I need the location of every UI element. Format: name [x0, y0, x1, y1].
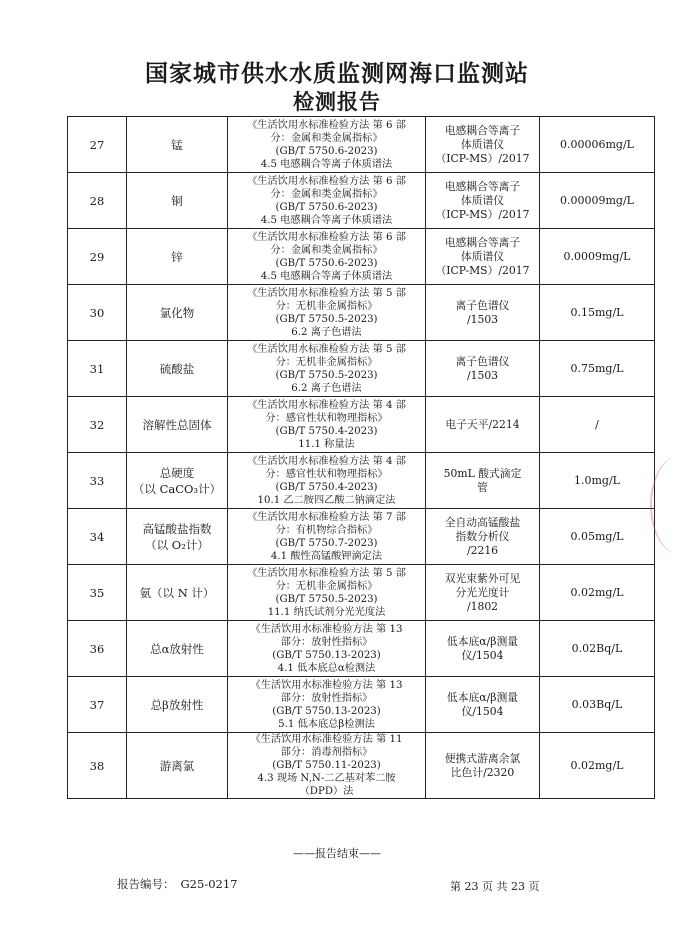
- result-value-cell: [540, 677, 655, 733]
- test-method: (GB/T 5750.4-2023): [275, 481, 378, 493]
- instrument: 低本底α/β测量: [446, 690, 519, 704]
- report-title: 检测报告: [293, 90, 381, 114]
- row-number: 35: [89, 585, 105, 600]
- instrument: 体质谱仪: [460, 249, 505, 263]
- test-item-cell: [127, 453, 228, 509]
- test-item-cell: [127, 621, 228, 677]
- result-value-cell: [540, 285, 655, 341]
- row-number: 34: [89, 529, 105, 544]
- test-item: 总硬度: [159, 465, 195, 480]
- test-method: 部分：消毒剂指标》: [280, 747, 373, 758]
- instrument: 便携式游离余氯: [444, 751, 521, 765]
- result-value: 0.02Bq/L: [571, 642, 623, 655]
- row-number: 33: [89, 473, 105, 488]
- test-method: 《生活饮用水标准检验方法 第 7 部: [247, 511, 406, 523]
- row-number-cell: [68, 565, 127, 621]
- test-item: 硫酸盐: [159, 361, 195, 376]
- test-method-cell: [228, 173, 426, 229]
- table-row: [68, 621, 655, 677]
- test-method: 《生活饮用水标准检验方法 第 5 部: [247, 287, 406, 299]
- test-method-cell: [228, 117, 426, 173]
- test-method: 《生活饮用水标准检验方法 第 4 部: [247, 399, 406, 411]
- test-method: 《生活饮用水标准检验方法 第 13: [250, 679, 403, 691]
- test-item: 锌: [171, 249, 183, 264]
- test-method: (GB/T 5750.5-2023): [275, 313, 378, 325]
- result-value-cell: [540, 117, 655, 173]
- instrument: /1503: [466, 368, 499, 382]
- test-method: 部分：放射性指标》: [280, 636, 373, 648]
- instrument: 电感耦合等离子: [444, 235, 521, 249]
- test-method: 11.1 纳氏试剂分光光度法: [267, 606, 386, 618]
- result-value: 0.15mg/L: [570, 306, 624, 319]
- instrument: 双光束紫外可见: [444, 571, 521, 585]
- test-method: 《生活饮用水标准检验方法 第 6 部: [247, 231, 406, 243]
- test-item-cell: [127, 509, 228, 565]
- table-row: [68, 453, 655, 509]
- row-number: 27: [89, 137, 105, 152]
- test-method-cell: [228, 453, 426, 509]
- test-item: 铜: [171, 193, 183, 208]
- test-method: (GB/T 5750.6-2023): [275, 257, 378, 269]
- table-row: [68, 565, 655, 621]
- instrument-cell: [426, 733, 540, 799]
- test-method: 5.1 低本底总β检测法: [278, 718, 375, 730]
- row-number: 37: [89, 697, 105, 712]
- instrument: 体质谱仪: [460, 137, 505, 151]
- row-number-cell: [68, 117, 127, 173]
- table-row: [68, 397, 655, 453]
- test-method: 11.1 称量法: [298, 438, 355, 450]
- test-method: 6.2 离子色谱法: [291, 382, 362, 394]
- test-method: 4.3 现场 N,N-二乙基对苯二胺: [257, 773, 396, 784]
- instrument-cell: [426, 117, 540, 173]
- row-number-cell: [68, 285, 127, 341]
- result-value: 0.0009mg/L: [563, 250, 631, 263]
- row-number: 31: [89, 361, 105, 376]
- test-method: 分：无机非金属指标》: [275, 580, 378, 592]
- instrument: 管: [477, 480, 488, 494]
- result-value-cell: [540, 341, 655, 397]
- test-item: 溶解性总固体: [142, 417, 212, 432]
- test-item: 总α放射性: [150, 641, 204, 656]
- test-method: (GB/T 5750.11-2023): [272, 760, 381, 771]
- test-method: (GB/T 5750.6-2023): [275, 201, 378, 213]
- test-method: 4.5 电感耦合等离子体质谱法: [260, 214, 393, 226]
- test-method: 部分：放射性指标》: [280, 692, 373, 704]
- test-method: 分：感官性状和物理指标》: [265, 412, 388, 424]
- test-item: 高锰酸盐指数: [142, 521, 212, 536]
- test-method: (GB/T 5750.5-2023): [275, 369, 378, 381]
- test-method: 《生活饮用水标准检验方法 第 4 部: [247, 455, 406, 467]
- test-item: （以 CaCO₃计）: [132, 481, 222, 496]
- test-method: (GB/T 5750.13-2023): [272, 649, 381, 661]
- row-number-cell: [68, 397, 127, 453]
- row-number-cell: [68, 173, 127, 229]
- results-table-body: [68, 117, 655, 799]
- instrument-cell: [426, 677, 540, 733]
- test-method: 分：无机非金属指标》: [275, 300, 378, 312]
- row-number-cell: [68, 733, 127, 799]
- instrument-cell: [426, 565, 540, 621]
- instrument: 指数分析仪: [455, 529, 510, 543]
- instrument: 离子色谱仪: [455, 354, 510, 368]
- test-method-cell: [228, 285, 426, 341]
- result-value-cell: [540, 173, 655, 229]
- result-value-cell: [540, 565, 655, 621]
- table-row: [68, 677, 655, 733]
- test-item-cell: [127, 341, 228, 397]
- result-value: 0.02mg/L: [570, 759, 624, 772]
- instrument-cell: [426, 453, 540, 509]
- row-number: 28: [89, 193, 105, 208]
- row-number-cell: [68, 621, 127, 677]
- instrument-cell: [426, 229, 540, 285]
- test-method: (GB/T 5750.7-2023): [275, 537, 378, 549]
- instrument-cell: [426, 173, 540, 229]
- test-method: 分：有机物综合指标》: [275, 524, 378, 536]
- test-method: 分：感官性状和物理指标》: [265, 468, 388, 480]
- test-method-cell: [228, 621, 426, 677]
- test-method-cell: [228, 565, 426, 621]
- result-value: 0.00006mg/L: [560, 138, 634, 151]
- test-method-cell: [228, 733, 426, 799]
- row-number-cell: [68, 341, 127, 397]
- result-value: 1.0mg/L: [574, 474, 620, 487]
- report-number: [117, 876, 237, 892]
- row-number: 30: [89, 305, 105, 320]
- test-method: （DPD）法: [299, 786, 354, 797]
- test-method: 分：金属和类金属指标》: [270, 132, 383, 144]
- test-item-cell: [127, 285, 228, 341]
- instrument: 比色计/2320: [450, 765, 515, 779]
- report-number-value: G25-0217: [180, 877, 238, 891]
- test-method: 《生活饮用水标准检验方法 第 11: [250, 734, 403, 745]
- result-value-cell: [540, 621, 655, 677]
- result-value-cell: [540, 453, 655, 509]
- table-row: [68, 229, 655, 285]
- test-item: 氯化物: [159, 305, 195, 320]
- test-method: 分：金属和类金属指标》: [270, 244, 383, 256]
- instrument: 仪/1504: [461, 704, 504, 718]
- instrument: 电子天平/2214: [445, 417, 520, 431]
- table-row: [68, 733, 655, 799]
- table-row: [68, 117, 655, 173]
- result-value: 0.02mg/L: [570, 586, 624, 599]
- result-value-cell: [540, 509, 655, 565]
- test-method: 4.5 电感耦合等离子体质谱法: [260, 270, 393, 282]
- test-method: 4.1 酸性高锰酸钾滴定法: [270, 550, 383, 562]
- table-row: [68, 173, 655, 229]
- test-method: 《生活饮用水标准检验方法 第 13: [250, 623, 403, 635]
- row-number: 32: [89, 417, 105, 432]
- test-method: (GB/T 5750.6-2023): [275, 145, 378, 157]
- test-method: 分：无机非金属指标》: [275, 356, 378, 368]
- test-method: (GB/T 5750.13-2023): [272, 705, 381, 717]
- page-info: 第 23 页 共 23 页: [450, 880, 540, 893]
- test-item-cell: [127, 397, 228, 453]
- test-item-cell: [127, 733, 228, 799]
- instrument: /1802: [466, 599, 499, 613]
- test-item-cell: [127, 173, 228, 229]
- row-number: 36: [89, 641, 105, 656]
- row-number: 38: [89, 758, 105, 773]
- test-method-cell: [228, 229, 426, 285]
- test-method: 《生活饮用水标准检验方法 第 6 部: [247, 119, 406, 131]
- row-number-cell: [68, 677, 127, 733]
- instrument: 全自动高锰酸盐: [444, 515, 521, 529]
- test-method: 分：金属和类金属指标》: [270, 188, 383, 200]
- result-value-cell: [540, 397, 655, 453]
- row-number-cell: [68, 509, 127, 565]
- instrument-cell: [426, 509, 540, 565]
- test-method: 《生活饮用水标准检验方法 第 5 部: [247, 567, 406, 579]
- test-method: 4.5 电感耦合等离子体质谱法: [260, 158, 393, 170]
- table-row: [68, 509, 655, 565]
- instrument-cell: [426, 397, 540, 453]
- instrument: （ICP-MS）/2017: [435, 151, 530, 165]
- report-number-label: 报告编号：: [117, 877, 175, 891]
- row-number-cell: [68, 229, 127, 285]
- instrument: 体质谱仪: [460, 193, 505, 207]
- result-value: 0.00009mg/L: [560, 194, 634, 207]
- test-method: (GB/T 5750.5-2023): [275, 593, 378, 605]
- test-item: 氨（以 N 计）: [139, 585, 215, 600]
- station-title: 国家城市供水水质监测网海口监测站: [145, 61, 529, 87]
- result-value-cell: [540, 229, 655, 285]
- test-method: 《生活饮用水标准检验方法 第 6 部: [247, 175, 406, 187]
- test-item: （以 O₂计）: [145, 537, 209, 552]
- test-item-cell: [127, 229, 228, 285]
- instrument: 离子色谱仪: [455, 298, 510, 312]
- results-table: [67, 116, 655, 799]
- test-item-cell: [127, 117, 228, 173]
- report-end-text: ——报告结束——: [293, 847, 381, 860]
- instrument: 低本底α/β测量: [446, 634, 519, 648]
- instrument: 50mL 酸式滴定: [443, 466, 522, 480]
- instrument-cell: [426, 285, 540, 341]
- instrument: （ICP-MS）/2017: [435, 207, 530, 221]
- result-value: /: [595, 418, 599, 431]
- test-method-cell: [228, 397, 426, 453]
- row-number: 29: [89, 249, 105, 264]
- table-row: [68, 341, 655, 397]
- test-method: 4.1 低本底总α检测法: [277, 662, 376, 674]
- instrument: /1503: [466, 312, 499, 326]
- instrument: 电感耦合等离子: [444, 179, 521, 193]
- table-row: [68, 285, 655, 341]
- instrument: （ICP-MS）/2017: [435, 263, 530, 277]
- test-method-cell: [228, 509, 426, 565]
- test-method: (GB/T 5750.4-2023): [275, 425, 378, 437]
- instrument-cell: [426, 621, 540, 677]
- test-item: 锰: [171, 137, 183, 152]
- test-method: 6.2 离子色谱法: [291, 326, 362, 338]
- instrument: 电感耦合等离子: [444, 123, 521, 137]
- test-method: 《生活饮用水标准检验方法 第 5 部: [247, 343, 406, 355]
- result-value: 0.03Bq/L: [571, 698, 623, 711]
- instrument-cell: [426, 341, 540, 397]
- test-item-cell: [127, 677, 228, 733]
- test-method-cell: [228, 341, 426, 397]
- row-number-cell: [68, 453, 127, 509]
- test-item: 总β放射性: [150, 697, 204, 712]
- instrument: 仪/1504: [461, 648, 504, 662]
- result-value-cell: [540, 733, 655, 799]
- test-item-cell: [127, 565, 228, 621]
- instrument: 分光光度计: [455, 585, 510, 599]
- result-value: 0.05mg/L: [570, 530, 624, 543]
- instrument: /2216: [466, 543, 499, 557]
- test-item: 游离氯: [159, 758, 195, 773]
- result-value: 0.75mg/L: [570, 362, 624, 375]
- test-method: 10.1 乙二胺四乙酸二钠滴定法: [257, 494, 396, 506]
- test-method-cell: [228, 677, 426, 733]
